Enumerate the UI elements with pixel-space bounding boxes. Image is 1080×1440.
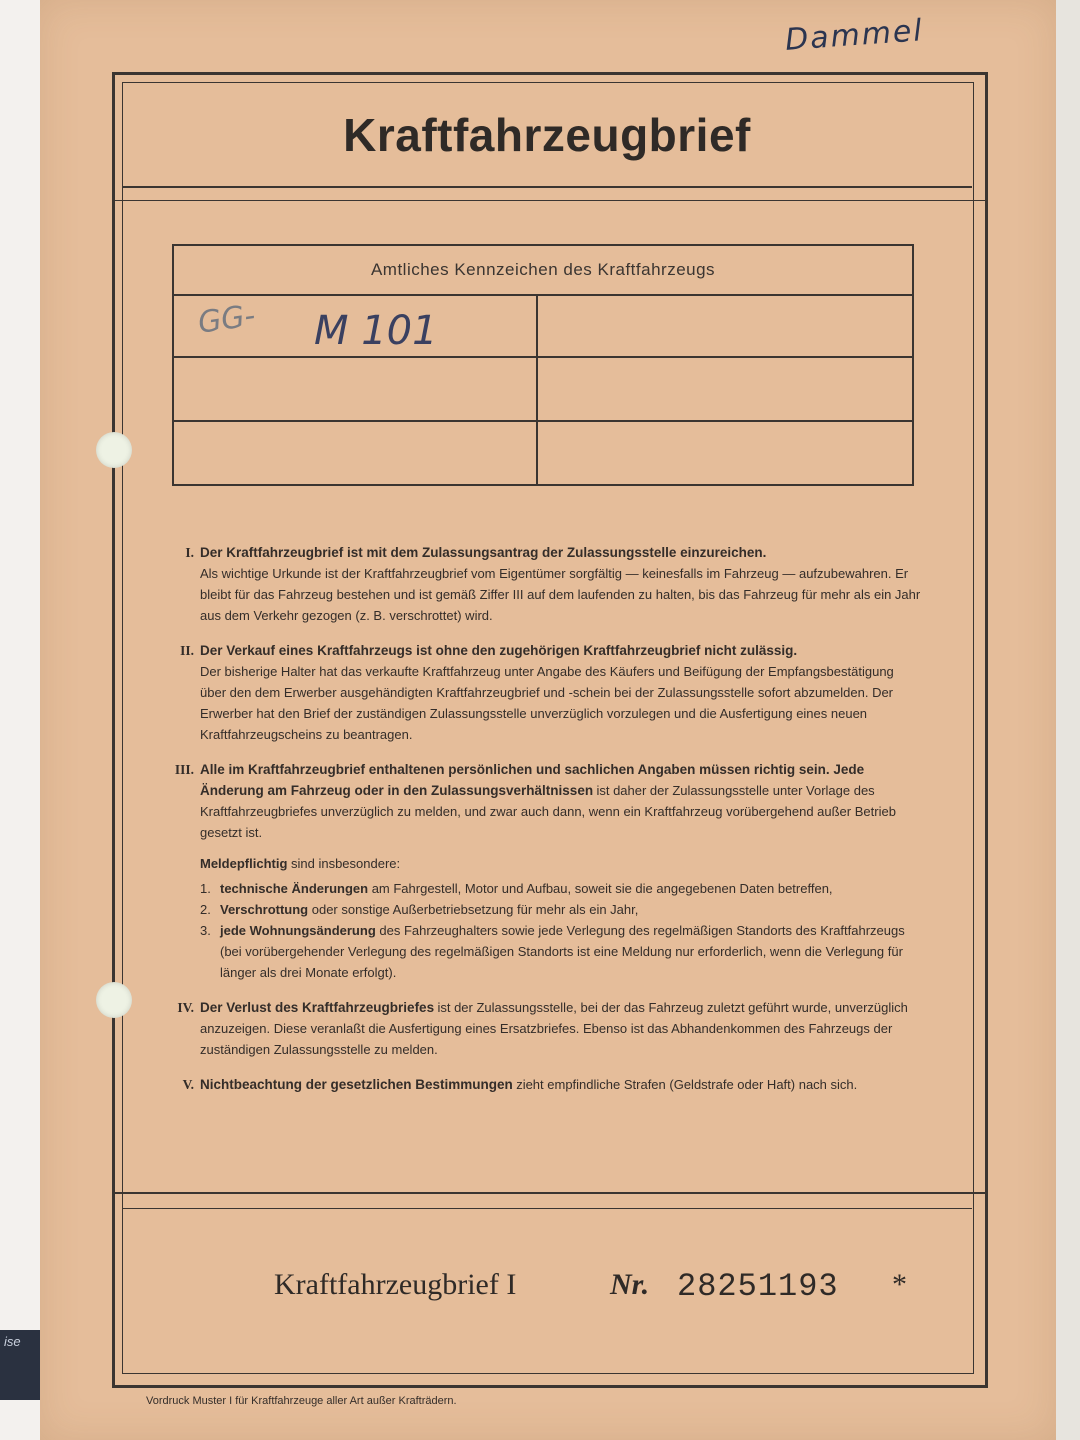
- header-divider-secondary: [112, 200, 986, 201]
- rule-body: Der bisherige Halter hat das verkaufte Kraftfahrzeug unter Angabe des Käufers und Beifügung der Empfangsbestätigung über den dem Erwerber ausgehändigten Kraftfahrzeugbrief und -schein bei der Zulassungsstelle sofort abzumelden. Der Erwerber hat den Brief der zuständigen Zulassungsstelle unverzüglich vorzulegen und die Ausfertigung eines neuen Kraftfahrzeugscheins zu beantragen.: [200, 664, 894, 742]
- rule-item: [170, 997, 922, 1060]
- list-item: [200, 920, 922, 983]
- form-footnote: Vordruck Muster I für Kraftfahrzeuge aller Art außer Krafträdern.: [146, 1395, 457, 1407]
- rule-number: II.: [180, 643, 194, 658]
- rule-heading: Der Verkauf eines Kraftfahrzeugs ist ohne den zugehörigen Kraftfahrzeugbrief nicht zulässig.: [200, 643, 798, 658]
- rule-number: III.: [174, 762, 194, 777]
- meldepflichtig-intro-text: sind insbesondere:: [287, 856, 401, 871]
- background-edge-text: ise: [4, 1334, 21, 1349]
- rule-item: [170, 759, 922, 843]
- rule-heading: Nichtbeachtung der gesetzlichen Bestimmungen: [200, 1077, 513, 1092]
- rule-number: I.: [185, 545, 194, 560]
- list-item-text: des Fahrzeughalters sowie jede Verlegung des regelmäßigen Standorts des Kraftfahrzeugs (bei vorübergehender Verlegung des regelmäßigen Standorts ist eine Meldung nur erforderlich, wenn die Verlegung für länger als drei Monate erfolgt).: [220, 923, 905, 980]
- background-blue-strip: [0, 1330, 40, 1400]
- list-item: [200, 878, 922, 899]
- list-item-bold: jede Wohnungsänderung: [220, 923, 376, 938]
- punch-hole-top: [96, 432, 132, 468]
- rule-number: V.: [182, 1077, 194, 1092]
- rule-heading: Der Verlust des Kraftfahrzeugbriefes: [200, 1000, 435, 1015]
- rule-body: Als wichtige Urkunde ist der Kraftfahrzeugbrief vom Eigentümer sorgfältig — keinesfalls im Fahrzeug — aufzubewahren. Er bleibt für das Fahrzeug bestehen und ist gemäß Ziffer III auf dem laufenden zu halten, bis das Fahrzeug für mehr als ein Jahr aus dem Verkehr gezogen (z. B. verschrottet) wird.: [200, 566, 921, 623]
- document-title: Kraftfahrzeugbrief: [343, 109, 751, 161]
- meldepflichtig-label: Meldepflichtig: [200, 856, 288, 871]
- rule-body: zieht empfindliche Strafen (Geldstrafe oder Haft) nach sich.: [516, 1077, 858, 1092]
- header-divider: [122, 186, 972, 188]
- list-item-bold: Verschrottung: [220, 902, 309, 917]
- list-item-number: 3.: [200, 923, 211, 938]
- rule-heading: Alle im Kraftfahrzeugbrief enthaltenen persönlichen und sachlichen Angaben müssen richtig sein. Jede Änderung am Fahrzeug oder in den Zulassungsverhältnissen: [200, 762, 865, 798]
- plate-cell-4: [538, 358, 912, 422]
- rule-number: IV.: [177, 1000, 194, 1015]
- license-plate-table: [172, 244, 914, 486]
- document-type-label: Kraftfahrzeugbrief I: [274, 1268, 517, 1301]
- rule-body: ist daher der Zulassungsstelle unter Vorlage des Kraftfahrzeugbriefes unverzüglich zu melden, und zwar auch dann, wenn ein Kraftfahrzeug vorübergehend außer Betrieb gesetzt ist.: [200, 783, 896, 840]
- rules-section: [170, 542, 922, 1109]
- rule-item: [170, 542, 922, 626]
- plate-cell-3: [174, 358, 538, 422]
- plate-cell-2: [538, 296, 912, 358]
- list-item-text: am Fahrgestell, Motor und Aufbau, soweit sie die angegebenen Daten betreffen,: [368, 881, 833, 896]
- punch-hole-bottom: [96, 982, 132, 1018]
- plate-cell-1: [174, 296, 538, 358]
- meldepflichtig-list: [170, 878, 922, 983]
- plate-cell-6: [538, 422, 912, 484]
- document-paper: [40, 0, 1056, 1440]
- handwritten-name: Dammel: [783, 13, 925, 58]
- footer-divider-secondary: [122, 1208, 972, 1209]
- list-item-bold: technische Änderungen: [220, 881, 369, 896]
- number-label: Nr.: [610, 1268, 650, 1301]
- star-icon: *: [892, 1268, 907, 1301]
- rule-item: [170, 640, 922, 745]
- rule-heading: Der Kraftfahrzeugbrief ist mit dem Zulassungsantrag der Zulassungsstelle einzureichen.: [200, 545, 767, 560]
- list-item-number: 1.: [200, 881, 211, 896]
- plate-prefix-handwritten: GG-: [195, 298, 258, 341]
- list-item-number: 2.: [200, 902, 211, 917]
- rule-body: ist der Zulassungsstelle, bei der das Fahrzeug zuletzt geführt wurde, unverzüglich anzuzeigen. Diese veranlaßt die Ausfertigung eines Ersatzbriefes. Ebenso ist das Abhandenkommen des Fahrzeugs der zuständigen Zulassungsstelle zu melden.: [200, 1000, 908, 1057]
- plate-cell-5: [174, 422, 538, 484]
- plate-number-handwritten: M 101: [314, 308, 438, 354]
- rule-item: [170, 1074, 922, 1095]
- license-plate-grid: [174, 296, 912, 484]
- license-plate-header: Amtliches Kennzeichen des Kraftfahrzeugs: [174, 246, 912, 296]
- footer-divider: [112, 1192, 986, 1194]
- document-number: 28251193: [677, 1268, 839, 1305]
- meldepflichtig-intro: [170, 853, 922, 874]
- list-item: [200, 899, 922, 920]
- list-item-text: oder sonstige Außerbetriebsetzung für mehr als ein Jahr,: [308, 902, 639, 917]
